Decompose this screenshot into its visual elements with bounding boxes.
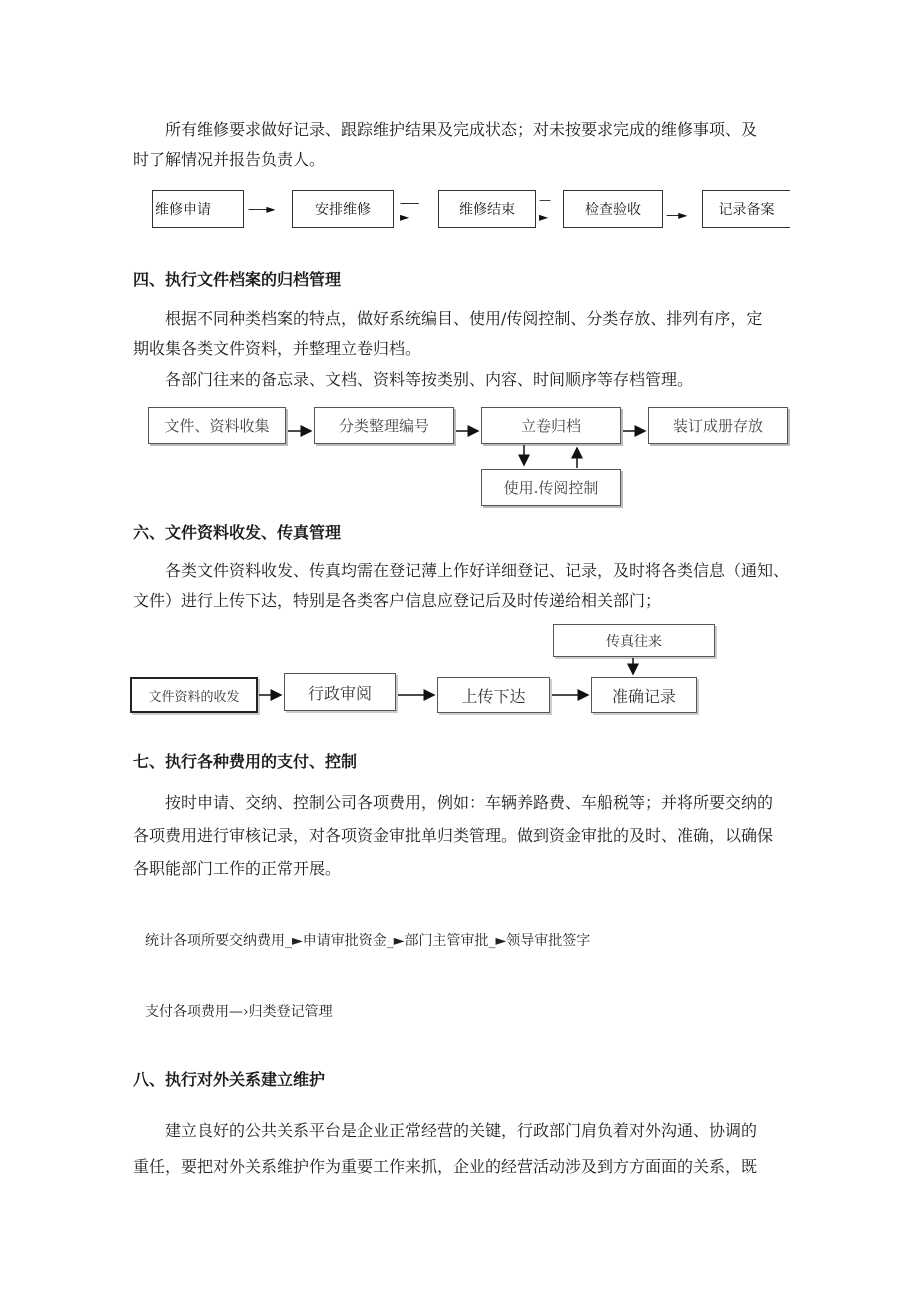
section4-para2-line: 各部门往来的备忘录、文档、资料等按类别、内容、时间顺序等存档管理。 xyxy=(165,370,694,389)
archive-step-bind: 装订成册存放 xyxy=(648,407,788,444)
repair-arrow-2-head: ► xyxy=(400,210,409,224)
archive-step-use: 使用.传阅控制 xyxy=(481,469,621,506)
repair-arrow-4: ----► xyxy=(666,208,687,222)
archive-step-collect: 文件、资料收集 xyxy=(148,407,286,444)
section7-para-line-2: 各项费用进行审核记录，对各项资金审批单归类管理。做到资金审批的及时、准确，以确保 xyxy=(133,826,774,845)
fax-step-record: 准确记录 xyxy=(591,677,697,713)
archive-step-file: 立卷归档 xyxy=(481,407,621,444)
section4-para1-line-2: 期收集各类文件资料，并整理立卷归档。 xyxy=(133,339,422,358)
section7-para-line-3: 各职能部门工作的正常开展。 xyxy=(133,859,342,878)
fee-flow-line-2: 支付各项费用—›归类登记管理 xyxy=(145,1004,333,1020)
intro-line-1: 所有维修要求做好记录、跟踪维护结果及完成状态；对未按要求完成的维修事项、及 xyxy=(165,120,758,139)
repair-step-arrange: 安排维修 xyxy=(292,190,394,228)
fax-step-review: 行政审阅 xyxy=(284,673,396,711)
section6-heading: 六、文件资料收发、传真管理 xyxy=(133,523,342,542)
repair-arrow-3-line: — xyxy=(539,193,550,207)
repair-arrow-2-line: ------ xyxy=(400,196,419,210)
repair-step-finish: 维修结束 xyxy=(438,190,536,228)
intro-line-2: 时了解情况并报告负责人。 xyxy=(133,150,326,169)
section4-heading: 四、执行文件档案的归档管理 xyxy=(133,270,342,289)
section4-para1-line-1: 根据不同种类档案的特点，做好系统编目、使用/传阅控制、分类存放、排列有序，定 xyxy=(165,309,763,328)
repair-step-inspect: 检查验收 xyxy=(563,190,663,228)
section7-paragraph xyxy=(133,786,813,885)
section8-para-line-2: 重任，要把对外关系维护作为重要工作来抓，企业的经营活动涉及到方方面面的关系，既 xyxy=(133,1157,758,1176)
section8-para-line-1: 建立良好的公共关系平台是企业正常经营的关键，行政部门肩负着对外沟通、协调的 xyxy=(165,1121,758,1140)
fee-flow-line-1: 统计各项所要交纳费用_►申请审批资金_►部门主管审批_►领导审批签字 xyxy=(145,933,591,949)
section8-heading: 八、执行对外关系建立维护 xyxy=(133,1070,326,1089)
fax-step-distribute: 上传下达 xyxy=(437,677,550,713)
fax-step-receive: 文件资料的收发 xyxy=(130,677,258,713)
archive-step-sort: 分类整理编号 xyxy=(314,407,454,444)
section6-para-line-1: 各类文件资料收发、传真均需在登记薄上作好详细登记、记录，及时将各类信息（通知、 xyxy=(165,561,790,580)
repair-arrow-1: ------► xyxy=(248,202,275,216)
repair-step-apply: 维修申请 xyxy=(152,190,244,228)
section7-para-line-1: 按时申请、交纳、控制公司各项费用，例如：车辆养路费、车船税等；并将所要交纳的 xyxy=(165,793,774,812)
section6-para-line-2: 文件）进行上传下达，特别是各类客户信息应登记后及时传递给相关部门； xyxy=(133,591,662,610)
fax-step-fax: 传真往来 xyxy=(553,624,715,657)
repair-arrow-3-head: ► xyxy=(539,210,548,224)
section7-heading: 七、执行各种费用的支付、控制 xyxy=(133,752,358,771)
section8-paragraph xyxy=(133,1113,813,1185)
repair-step-record: 记录备案 xyxy=(702,190,790,228)
